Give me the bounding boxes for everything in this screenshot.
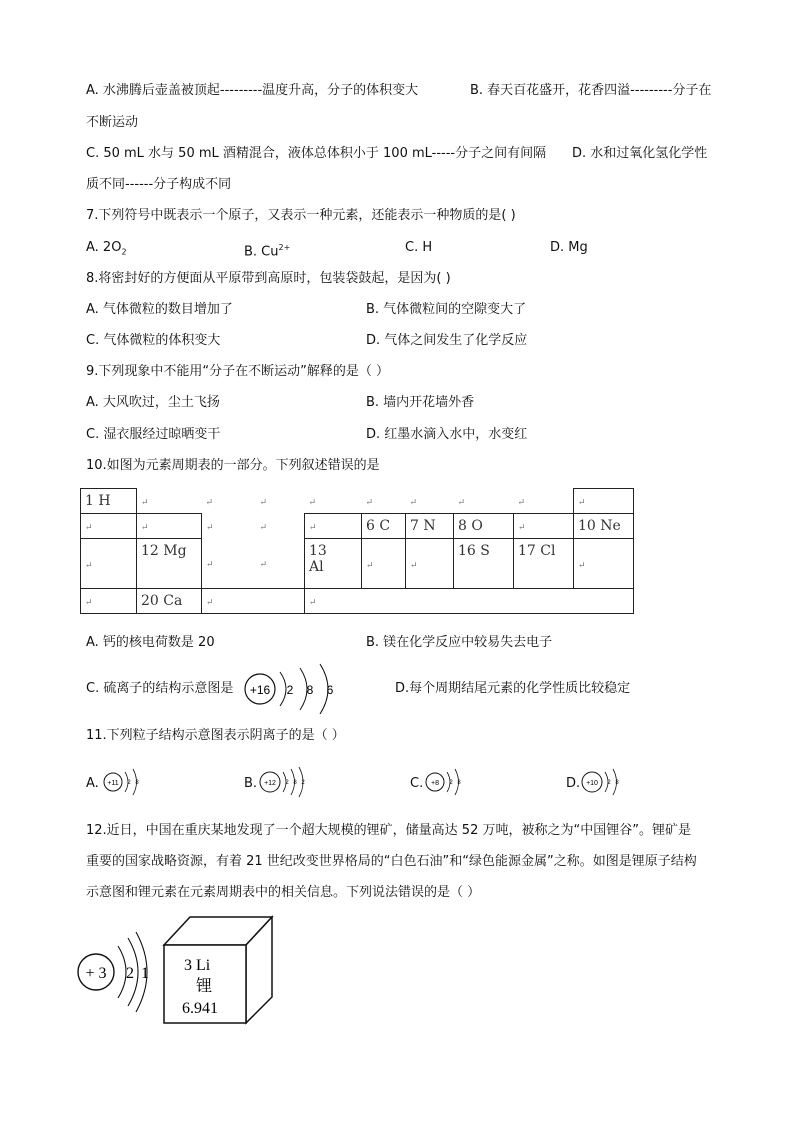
- q11-option-c-diagram: [424, 764, 464, 800]
- shell-1-count: 2: [286, 683, 294, 697]
- cell-atomic-mass: 6.941: [182, 1000, 218, 1017]
- cell-mark: ↵: [308, 497, 317, 508]
- cell-aluminium-symbol: Al: [309, 559, 324, 575]
- q9-option-b: B. 墙内开花墙外香: [366, 395, 475, 410]
- q8-option-d: D. 气体之间发生了化学反应: [366, 333, 528, 348]
- q10-option-d: D.每个周期结尾元素的化学性质比较稳定: [395, 681, 631, 696]
- q7-option-a-text: A. 2O: [86, 240, 122, 255]
- q11-option-a-label: A.: [86, 776, 99, 791]
- q10-option-c: C. 硫离子的结构示意图是: [86, 681, 234, 696]
- cell-mark: ↵: [309, 598, 317, 608]
- lithium-element-cell: [162, 915, 274, 1027]
- q6-option-c: C. 50 mL 水与 50 mL 酒精混合，液体总体积小于 100 mL-----分子之间有间隔: [86, 146, 547, 161]
- q9-option-d: D. 红墨水滴入水中，水变红: [366, 427, 528, 442]
- q7-stem: 7.下列符号中既表示一个原子，又表示一种元素，还能表示一种物质的是( ): [86, 208, 516, 223]
- q8-option-a: A. 气体微粒的数目增加了: [86, 302, 233, 317]
- q8-stem: 8.将密封好的方便面从平原带到高原时，包装袋鼓起，是因为( ): [86, 271, 451, 286]
- cell-mark: ↵: [457, 497, 466, 508]
- q10-option-b: B. 镁在化学反应中较易失去电子: [366, 635, 553, 650]
- q9-option-a: A. 大风吹过，尘土飞扬: [86, 395, 220, 410]
- q10-stem: 10.如图为元素周期表的一部分。下列叙述错误的是: [86, 458, 380, 473]
- svg-text:8: 8: [293, 780, 297, 786]
- q12-line-2: 重要的国家战略资源，有着 21 世纪改变世界格局的“白色石油”和“绿色能源金属”之称。如图是锂原子结构: [86, 854, 697, 869]
- cell-mark: ↵: [578, 498, 586, 508]
- q6-option-d: D. 水和过氧化氢化学性: [572, 146, 708, 161]
- svg-text:2: 2: [607, 780, 611, 786]
- shell-1-count: 2: [126, 965, 134, 982]
- q7-option-b: [244, 239, 290, 261]
- q7-option-a-subscript: 2: [121, 247, 127, 257]
- cell-mark: ↵: [141, 523, 149, 533]
- cell-mark: ↵: [206, 560, 214, 571]
- cell-chinese-name: 锂: [196, 976, 213, 995]
- nucleus-label: +8: [431, 780, 439, 787]
- cell-mark: ↵: [206, 598, 214, 608]
- nucleus-label: +10: [586, 780, 598, 787]
- q12-line-3: 示意图和锂元素在元素周期表中的相关信息。下列说法错误的是（ ）: [86, 885, 481, 900]
- q8-option-c: C. 气体微粒的体积变大: [86, 333, 221, 348]
- cell-mark: ↵: [366, 560, 374, 571]
- svg-text:2: 2: [449, 780, 453, 786]
- periodic-table-fragment: [80, 488, 634, 614]
- q9-stem: 9.下列现象中不能用“分子在不断运动”解释的是（ ）: [86, 364, 390, 379]
- q6-option-a: A. 水沸腾后壶盖被顶起---------温度升高，分子的体积变大: [86, 83, 419, 98]
- q11-option-b-diagram: [258, 764, 308, 800]
- cell-aluminium-number: 13: [309, 543, 327, 559]
- q8-option-b: B. 气体微粒间的空隙变大了: [366, 302, 527, 317]
- cell-mark: ↵: [205, 498, 214, 508]
- shell-2-count: 1: [141, 965, 149, 982]
- cell-mark: ↵: [141, 497, 149, 508]
- nucleus-label: +11: [107, 780, 119, 787]
- svg-text:2: 2: [301, 780, 305, 786]
- nucleus-label: +12: [264, 780, 276, 787]
- shell-3-count: 6: [326, 683, 334, 697]
- q6-option-d-continued: 质不同------分子构成不同: [86, 177, 232, 192]
- sulfide-ion-structure-diagram: [242, 660, 342, 716]
- cell-mark: ↵: [517, 497, 526, 508]
- cell-carbon: 6 C: [362, 514, 406, 539]
- q7-option-b-text: B. Cu: [244, 244, 279, 260]
- cell-mark: ↵: [409, 497, 418, 508]
- cell-sulfur: 16 S: [454, 539, 514, 589]
- cell-magnesium: 12 Mg: [137, 539, 202, 589]
- q10-option-a: A. 钙的核电荷数是 20: [86, 635, 215, 650]
- q11-option-d-diagram: [580, 764, 622, 800]
- q6-option-b-continued: 不断运动: [86, 115, 139, 130]
- cell-mark: ↵: [518, 523, 526, 533]
- lithium-atom-structure-diagram: [74, 928, 164, 1016]
- q11-option-c-label: C.: [410, 776, 424, 791]
- q12-line-1: 12.近日，中国在重庆某地发现了一个超大规模的锂矿，储量高达 52 万吨，被称之为“中国锂谷”。锂矿是: [86, 823, 691, 838]
- q11-stem: 11.下列粒子结构示意图表示阴离子的是（ ）: [86, 728, 345, 743]
- cell-mark: ↵: [410, 560, 418, 571]
- svg-text:2: 2: [127, 780, 131, 786]
- q6-option-b: B. 春天百花盛开，花香四溢---------分子在: [470, 83, 712, 98]
- cell-mark: ↵: [578, 560, 586, 571]
- nucleus-label: +16: [249, 683, 271, 697]
- q7-option-b-superscript: 2+: [278, 243, 291, 252]
- svg-text:8: 8: [615, 780, 619, 786]
- q11-option-d-label: D.: [566, 776, 581, 791]
- cell-nitrogen: 7 N: [406, 514, 454, 539]
- cell-calcium: 20 Ca: [137, 589, 202, 614]
- cell-aluminium: [305, 539, 362, 589]
- cell-mark: ↵: [85, 523, 93, 533]
- cell-mark: ↵: [259, 560, 268, 571]
- cell-mark: ↵: [85, 560, 93, 571]
- cell-mark: ↵: [259, 498, 268, 508]
- q7-option-d: D. Mg: [550, 240, 588, 255]
- q9-option-c: C. 湿衣服经过晾晒变干: [86, 427, 221, 442]
- svg-text:8: 8: [135, 780, 139, 786]
- q11-option-b-label: B.: [244, 776, 258, 791]
- cell-chlorine: 17 Cl: [514, 539, 574, 589]
- cell-hydrogen: 1 H: [81, 489, 137, 514]
- svg-text:8: 8: [457, 780, 461, 786]
- cell-mark: ↵: [85, 598, 93, 608]
- cell-mark: ↵: [309, 523, 317, 533]
- shell-2-count: 8: [306, 683, 314, 697]
- cell-neon: 10 Ne: [574, 514, 634, 539]
- cell-oxygen: 8 O: [454, 514, 514, 539]
- q7-option-c: C. H: [405, 240, 433, 255]
- svg-text:2: 2: [285, 780, 289, 786]
- cell-mark: ↵: [206, 523, 214, 533]
- nucleus-label: + 3: [85, 965, 107, 982]
- cell-mark: ↵: [259, 523, 268, 533]
- cell-number-symbol: 3 Li: [184, 957, 211, 974]
- cell-mark: ↵: [365, 497, 374, 508]
- q7-option-a: [86, 239, 127, 262]
- q11-option-a-diagram: [102, 764, 142, 800]
